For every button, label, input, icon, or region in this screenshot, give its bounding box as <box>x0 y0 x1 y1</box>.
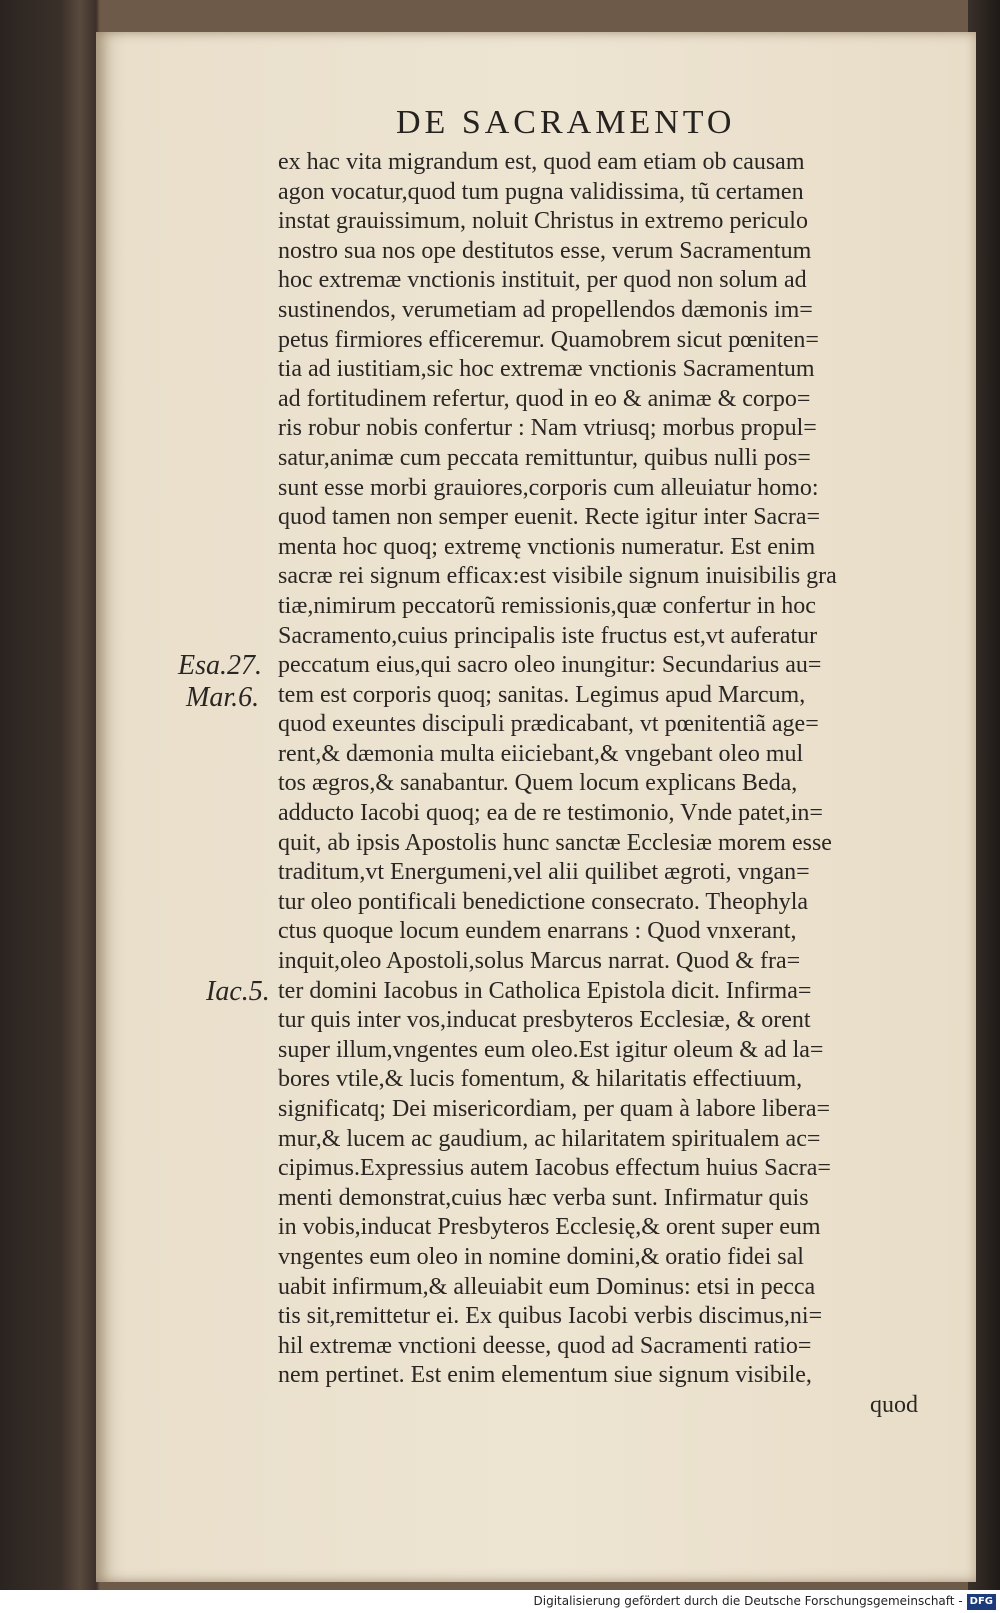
text-line: ex hac vita migrandum est, quod eam etiam ob causam <box>278 149 805 175</box>
page-header: DE SACRAMENTO <box>396 104 736 141</box>
text-line: tur oleo pontificali benedictione consecrato. Theophyla <box>278 888 809 915</box>
text-line: nostro sua nos ope destitutos esse, verum Sacramentum <box>278 237 812 264</box>
text-line: tur quis inter vos,inducat presbyteros Ecclesiæ, & orent <box>278 1007 811 1034</box>
text-line: nem pertinet. Est enim elementum siue signum visibile, <box>278 1362 812 1389</box>
body-text <box>278 148 938 1421</box>
catchword: quod <box>870 1391 918 1418</box>
text-line: quod tamen non semper euenit. Recte igitur inter Sacra= <box>278 504 821 531</box>
text-line: menta hoc quoq; extremę vnctionis numeratur. Est enim <box>278 533 816 560</box>
text-line: quit, ab ipsis Apostolis hunc sanctæ Ecclesiæ morem esse <box>278 829 832 856</box>
text-line: hoc extremæ vnctionis instituit, per quod non solum ad <box>278 267 807 294</box>
text-line: rent,& dæmonia multa eiiciebant,& vngebant oleo mul <box>278 740 804 767</box>
text-line: sacræ rei signum efficax:est visibile signum inuisibilis gra <box>278 563 837 590</box>
text-line: adducto Iacobi quoq; ea de re testimonio, Vnde patet,in= <box>278 800 823 827</box>
text-line: ad fortitudinem refertur, quod in eo & animæ & corpo= <box>278 385 811 412</box>
text-line: inquit,oleo Apostoli,solus Marcus narrat. Quod & fra= <box>278 948 801 975</box>
text-line: significatq; Dei misericordiam, per quam à labore libera= <box>278 1096 830 1122</box>
dfg-logo[interactable]: DFG <box>967 1594 996 1610</box>
text-line: instat grauissimum, noluit Christus in extremo periculo <box>278 208 808 235</box>
text-line: ter domini Iacobus in Catholica Epistola dicit. Infirma= <box>278 977 812 1004</box>
text-line: tos ægros,& sanabantur. Quem locum explicans Beda, <box>278 770 798 797</box>
text-line: mur,& lucem ac gaudium, ac hilaritatem spiritualem ac= <box>278 1125 821 1152</box>
text-line: sunt esse morbi grauiores,corporis cum alleuiatur homo: <box>278 474 819 501</box>
text-line: traditum,vt Energumeni,vel alii quilibet ægroti, vngan= <box>278 859 810 886</box>
text-line: bores vtile,& lucis fomentum, & hilaritatis effectiuum, <box>278 1066 803 1093</box>
footer-credit: Digitalisierung gefördert durch die Deutsche Forschungsgemeinschaft - <box>533 1594 963 1608</box>
text-line: cipimus.Expressius autem Iacobus effectum huius Sacra= <box>278 1155 831 1182</box>
footer-bar <box>0 1590 1000 1613</box>
text-line: agon vocatur,quod tum pugna validissima, tũ certamen <box>278 178 804 205</box>
text-line: menti demonstrat,cuius hæc verba sunt. Infirmatur quis <box>278 1184 809 1211</box>
text-line: tis sit,remittetur ei. Ex quibus Iacobi verbis discimus,ni= <box>278 1303 823 1330</box>
text-line: tem est corporis quoq; sanitas. Legimus apud Marcum, <box>278 681 806 708</box>
margin-note-esa: Esa.27. <box>178 650 262 681</box>
text-line: tiæ,nimirum peccatorũ remissionis,quæ confertur in hoc <box>278 592 816 619</box>
text-line: hil extremæ vnctioni deesse, quod ad Sacramenti ratio= <box>278 1332 812 1359</box>
text-line: petus firmiores efficeremur. Quamobrem sicut pœniten= <box>278 326 819 353</box>
text-line: super illum,vngentes eum oleo.Est igitur oleum & ad la= <box>278 1036 824 1063</box>
text-line: sustinendos, verumetiam ad propellendos dæmonis im= <box>278 296 813 323</box>
text-line: peccatum eius,qui sacro oleo inungitur: Secundarius au= <box>278 652 822 679</box>
margin-note-iac: Iac.5. <box>206 976 270 1007</box>
text-line: uabit infirmum,& alleuiabit eum Dominus: etsi in pecca <box>278 1273 816 1300</box>
text-line: quod exeuntes discipuli prædicabant, vt pœnitentiã age= <box>278 711 819 738</box>
text-line: tia ad iustitiam,sic hoc extremæ vnctionis Sacramentum <box>278 356 815 383</box>
text-line: vngentes eum oleo in nomine domini,& oratio fidei sal <box>278 1243 804 1270</box>
text-line: Sacramento,cuius principalis iste fructus est,vt auferatur <box>278 622 818 649</box>
margin-note-mar: Mar.6. <box>186 682 260 713</box>
text-line: satur,animæ cum peccata remittuntur, quibus nulli pos= <box>278 444 811 471</box>
text-line: ctus quoque locum eundem enarrans : Quod vnxerant, <box>278 918 797 945</box>
text-line: in vobis,inducat Presbyteros Ecclesię,& orent super eum <box>278 1214 821 1241</box>
text-line: ris robur nobis confertur : Nam vtriusq; morbus propul= <box>278 415 817 442</box>
